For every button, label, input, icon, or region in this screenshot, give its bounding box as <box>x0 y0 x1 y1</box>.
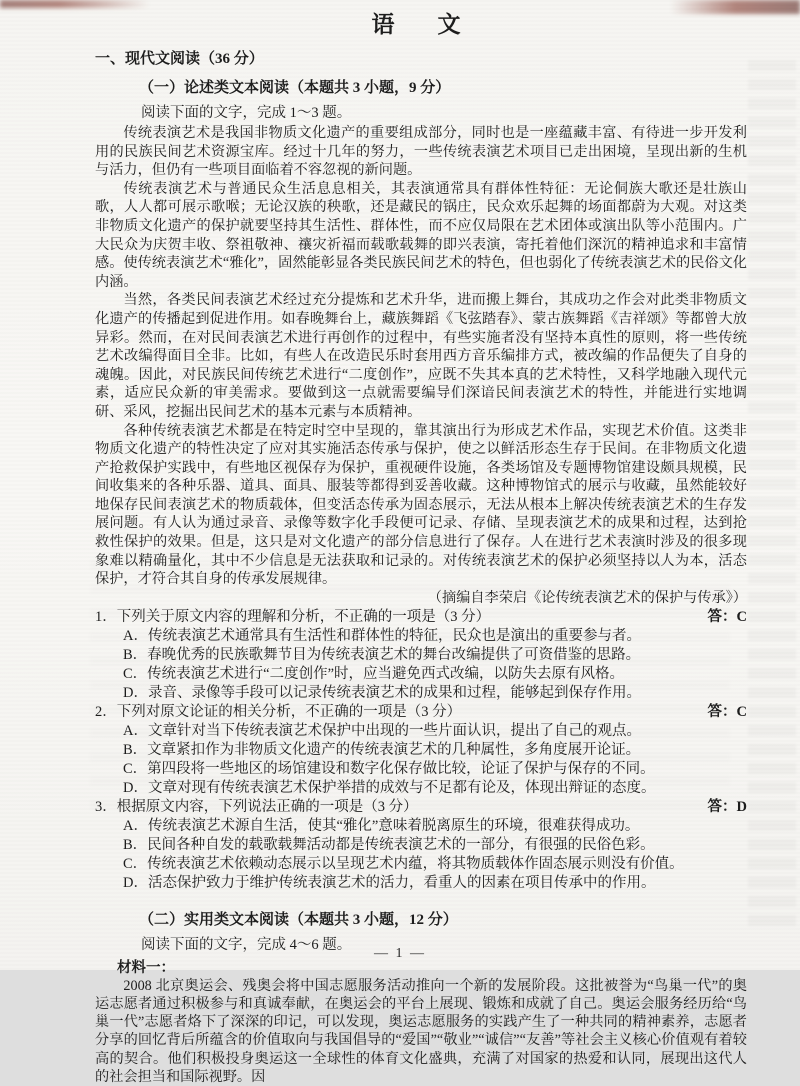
passage-paragraph-2: 传统表演艺术与普通民众生活息息相关，其表演通常具有群体性特征：无论侗族大歌还是壮族山歌，人人都可展示歌喉；无论汉族的秧歌，还是藏民的锅庄，民众欢乐起舞的场面都蔚为大观。对这类非物质文化遗产的保护就要坚持其生活性、群体性，而不应仅局限在艺术团体或演出队等小范围内。广大民众为庆贺丰收、祭祖敬神、禳灾祈福而载歌载舞的即兴表演，寄托着他们深沉的精神追求和丰富情感。使传统表演艺术“雅化”，固然能彰显各类民族民间艺术的特色，但也弱化了传统表演艺术的民俗文化内涵。 <box>95 180 747 290</box>
question-1-option-d: D．录音、录像等手段可以记录传统表演艺术的成果和过程，能够起到保存作用。 <box>123 684 641 701</box>
scan-bleedthrough-right <box>748 60 796 930</box>
spacer <box>95 893 747 900</box>
passage-paragraph-3: 当然，各类民间表演艺术经过充分提炼和艺术升华，进而搬上舞台，其成功之作会对此类非物质文化遗产的传播起到促进作用。如春晚舞台上，藏族舞蹈《飞弦踏春》、蒙古族舞蹈《吉祥颂》等都曾大放异彩。然而，在对民间表演艺术进行再创作的过程中，有些实施者没有坚持本真性的原则，将一些传统艺术改编得面目全非。比如，有些人在改造民乐时套用西方音乐编排方式，被改编的作品便失了自身的魂魄。因此，对民族民间传统艺术进行“二度创作”，应既不失其本真的艺术特性，又科学地融入现代元素，适应民众新的审美需求。要做到这一点就需要编导们深谙民间表演艺术的特性，并能进行实地调研、采风，挖掘出民间艺术的基本元素与本质精神。 <box>95 292 747 420</box>
passage-attribution: （摘编自李荣启《论传统表演艺术的保护与传承》） <box>427 589 747 606</box>
question-3 <box>95 798 747 893</box>
question-1-option-c: C．传统表演艺术进行“二度创作”时，应当避免西式改编，以防失去原有风格。 <box>123 665 625 682</box>
material-1-paragraph: 2008 北京奥运会、残奥会将中国志愿服务活动推向一个新的发展阶段。这批被誉为“鸟巢一代”的奥运志愿者通过积极参与和真诚奉献，在奥运会的平台上展现、锻炼和成就了自己。奥运会服务经历给“鸟巢一代”志愿者烙下了深深的印记，可以发现，奥运志愿服务的实践产生了一种共同的精神素养，志愿者分享的回忆背后所蕴含的价值取向与我国倡导的“爱国”“敬业”“诚信”“友善”等社会主义核心价值观有着较高的契合。他们积极投身奥运这一全球性的体育文化盛典，充满了对国家的热爱和认同，展现出这代人的社会担当和国际视野。因 <box>95 977 747 1085</box>
question-2-option-c: C．第四段将一些地区的场馆建设和数字化保存做比较，论证了保护与保存的不同。 <box>123 760 655 777</box>
question-1 <box>95 608 747 703</box>
part1-heading: （一）论述类文本阅读（本题共 3 小题，9 分） <box>139 80 451 96</box>
question-3-row <box>95 798 747 817</box>
question-2-option-d: D．文章对现有传统表演艺术保护举措的成效与不足都有论及，体现出辩证的态度。 <box>123 779 656 796</box>
question-2-row <box>95 703 747 722</box>
question-1-option-a: A．传统表演艺术通常具有生活性和群体性的特征，民众也是演出的重要参与者。 <box>123 627 641 644</box>
question-1-stem: 1．下列关于原文内容的理解和分析，不正确的一项是（3 分） <box>95 608 491 625</box>
section-heading-modern-reading: 一、现代文阅读（36 分） <box>95 51 264 67</box>
question-1-option-b: B．春晚优秀的民族歌舞节目为传统表演艺术的舞台改编提供了可资借鉴的思路。 <box>123 646 641 663</box>
question-2-answer: 答：C <box>707 703 747 720</box>
page-content <box>95 6 747 1086</box>
question-1-row <box>95 608 747 627</box>
question-2-option-a: A．文章针对当下传统表演艺术保护中出现的一些片面认识，提出了自己的观点。 <box>123 722 641 739</box>
question-2-option-b: B．文章紧扣作为非物质文化遗产的传统表演艺术的几种属性，多角度展开论证。 <box>123 741 641 758</box>
question-3-option-d: D．活态保护致力于维护传统表演艺术的活力，看重人的因素在项目传承中的作用。 <box>123 874 656 891</box>
page-title: 语 文 <box>371 12 471 37</box>
question-2-stem: 2．下列对原文论证的相关分析，不正确的一项是（3 分） <box>95 703 462 720</box>
question-3-stem: 3．根据原文内容，下列说法正确的一项是（3 分） <box>95 798 418 815</box>
passage-paragraph-4: 各种传统表演艺术都是在特定时空中呈现的，靠其演出行为形成艺术作品，实现艺术价值。这类非物质文化遗产的特性决定了应对其实施活态传承与保护，使之以鲜活形态生存于民间。在非物质文化遗产抢救保护实践中，有些地区视保存为保护，重视硬件设施，各类场馆及专题博物馆建设颇具规模，民间收集来的各种乐器、道具、面具、服装等都得到妥善收藏。这种博物馆式的展示与收藏，虽然能较好地保存民间表演艺术的物质载体，但变活态传承为固态展示，无法从根本上解决传统表演艺术的生存发展问题。有人认为通过录音、录像等数字化手段便可记录、存储、呈现表演艺术的成果和过程，达到抢救性保护的效果。但是，这只是对文化遗产的部分信息进行了保存。人在进行艺术表演时涉及的很多现象难以精确量化，其中不少信息是无法获取和记录的。对传统表演艺术的保护必须坚持以人为本，活态保护，才符合其自身的传承发展规律。 <box>95 422 747 588</box>
part2-intro: 阅读下面的文字，完成 4～6 题。 <box>141 936 352 953</box>
question-1-answer: 答：C <box>707 608 747 625</box>
question-3-option-c: C．传统表演艺术依赖动态展示以呈现艺术内蕴，将其物质载体作固态展示则没有价值。 <box>123 855 684 872</box>
question-2 <box>95 703 747 798</box>
question-3-answer: 答：D <box>707 798 747 815</box>
part2-heading: （二）实用类文本阅读（本题共 3 小题，12 分） <box>139 911 458 928</box>
question-3-option-b: B．民间各种自发的载歌载舞活动都是传统表演艺术的一部分，有很强的民俗色彩。 <box>123 836 655 853</box>
part1-intro: 阅读下面的文字，完成 1～3 题。 <box>141 105 352 121</box>
material-1-label: 材料一： <box>117 959 175 976</box>
page-number: — 1 — <box>374 946 426 961</box>
passage-paragraph-1: 传统表演艺术是我国非物质文化遗产的重要组成部分，同时也是一座蕴藏丰富、有待进一步开发利用的民族民间艺术资源宝库。经过十几年的努力，一些传统表演艺术项目已走出困境，呈现出新的生机与活力，但仍有一些项目面临着不容忽视的新问题。 <box>95 125 747 179</box>
question-3-option-a: A．传统表演艺术源自生活，使其“雅化”意味着脱离原生的环境，很难获得成功。 <box>123 817 640 834</box>
